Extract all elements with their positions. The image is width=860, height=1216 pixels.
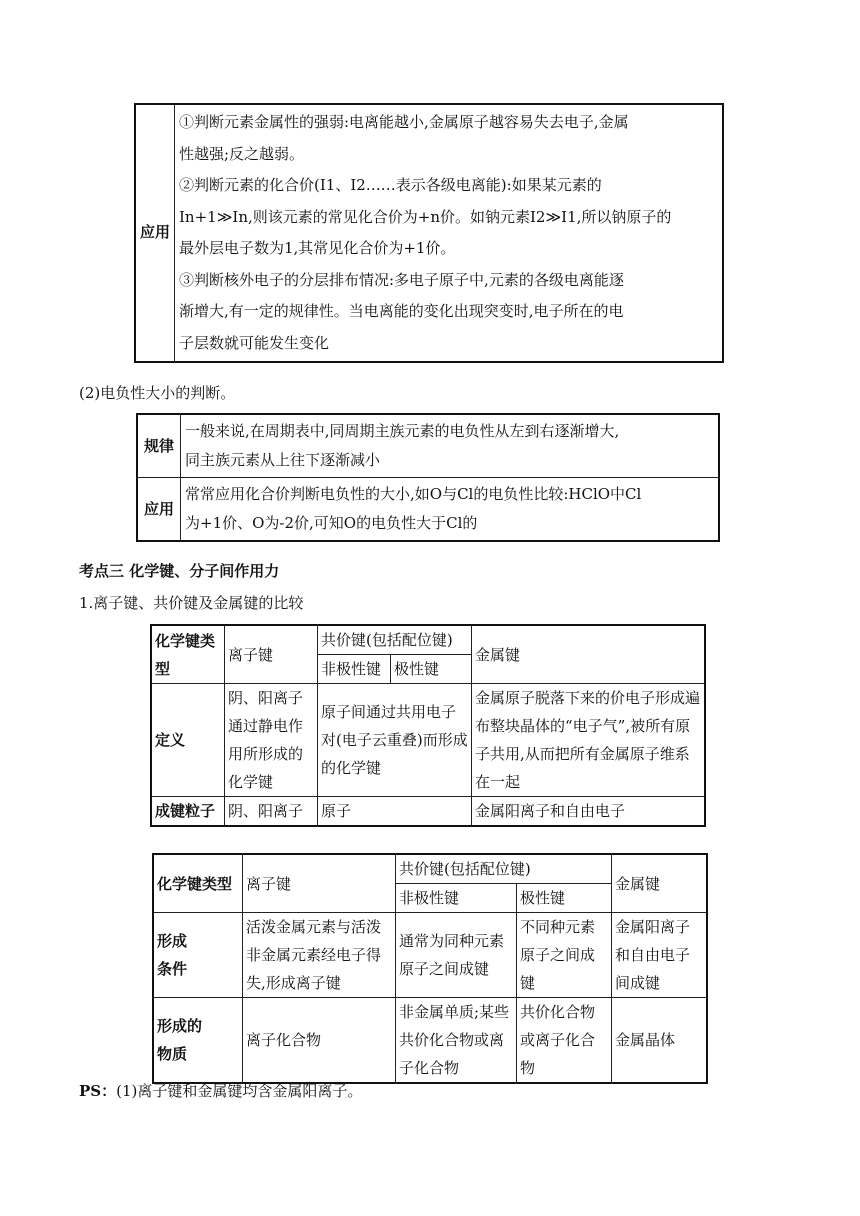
row-header-particles: 成键粒子 [151, 797, 225, 827]
line: In+1≫In,则该元素的常见化合价为+n价。如钠元素I2≫I1,所以钠原子的 [179, 207, 672, 226]
header-type: 化学键类型 [153, 854, 243, 913]
line: ①判断元素金属性的强弱:电离能越小,金属原子越容易失去电子,金属 [179, 113, 629, 131]
header-type-label: 化学键类型 [155, 631, 216, 678]
row-header-application: 应用 [135, 104, 175, 362]
row-header-definition: 定义 [151, 684, 225, 797]
line: 同主族元素从上往下逐渐减小 [185, 451, 381, 469]
nonpolar-substance: 非金属单质;某些共价化合物或离子化合物 [396, 998, 517, 1084]
ionic-particles: 阴、阳离子 [225, 797, 318, 827]
electronegativity-table [136, 413, 720, 542]
ionization-application-table [134, 103, 724, 363]
header-metallic: 金属键 [612, 854, 708, 913]
row-header-condition [153, 913, 243, 998]
ionic-substance: 离子化合物 [243, 998, 396, 1084]
header-nonpolar: 非极性键 [396, 884, 517, 913]
header-type [151, 625, 225, 684]
covalent-definition: 原子间通过共用电子对(电子云重叠)而形成的化学键 [318, 684, 472, 797]
metallic-definition: 金属原子脱落下来的价电子形成遍布整块晶体的“电子气”,被所有原子共用,从而把所有金属原子维系在一起 [472, 684, 706, 797]
line: 一般来说,在周期表中,同周期主族元素的电负性从左到右逐渐增大, [185, 422, 620, 440]
row-header-application: 应用 [137, 478, 181, 542]
header-covalent: 共价键(包括配位键) [396, 854, 612, 884]
line: 渐增大,有一定的规律性。当电离能的变化出现突变时,电子所在的电 [179, 302, 624, 320]
covalent-particles: 原子 [318, 797, 472, 827]
electronegativity-heading: (2)电负性大小的判断。 [79, 384, 236, 402]
metallic-substance: 金属晶体 [612, 998, 708, 1084]
row-header-substance [153, 998, 243, 1084]
line: ②判断元素的化合价(I1、I2……表示各级电离能):如果某元素的 [179, 176, 602, 194]
header-polar: 极性键 [391, 655, 472, 684]
row-header-substance-label: 形成的物质 [157, 1017, 203, 1063]
row-header-condition-label: 形成条件 [157, 932, 188, 978]
header-metallic: 金属键 [472, 625, 706, 684]
line: 为+1价、O为-2价,可知O的电负性大于Cl的 [185, 514, 478, 532]
row-header-rule: 规律 [137, 414, 181, 478]
metallic-particles: 金属阳离子和自由电子 [472, 797, 706, 827]
ps-text: (1)离子键和金属键均含金属阳离子。 [116, 1082, 363, 1100]
line: 常常应用化合价判断电负性的大小,如O与Cl的电负性比较:HClO中Cl [185, 485, 642, 503]
header-ionic: 离子键 [243, 854, 396, 913]
bonds-comparison-table-2 [152, 853, 708, 1084]
line: 子层数就可能发生变化 [179, 333, 330, 352]
rule-content [181, 414, 720, 478]
section-title: 考点三 化学键、分子间作用力 [79, 562, 280, 580]
nonpolar-condition: 通常为同种元素原子之间成键 [396, 913, 517, 998]
header-nonpolar: 非极性键 [318, 655, 391, 684]
header-covalent: 共价键(包括配位键) [318, 625, 472, 655]
metallic-condition: 金属阳离子和自由电子间成键 [612, 913, 708, 998]
application-content [181, 478, 720, 542]
polar-substance: 共价化合物或离子化合物 [517, 998, 612, 1084]
line: 性越强;反之越弱。 [179, 144, 305, 163]
header-polar: 极性键 [517, 884, 612, 913]
ps-note [79, 1080, 362, 1102]
ionization-application-content [175, 104, 724, 362]
polar-condition: 不同种元素原子之间成键 [517, 913, 612, 998]
bonds-comparison-table-1 [150, 624, 706, 827]
subsection-title: 1.离子键、共价键及金属键的比较 [79, 594, 304, 612]
ionic-condition: 活泼金属元素与活泼非金属元素经电子得失,形成离子键 [243, 913, 396, 998]
line: ③判断核外电子的分层排布情况:多电子原子中,元素的各级电离能逐 [179, 270, 624, 289]
line: 最外层电子数为1,其常见化合价为+1价。 [179, 239, 456, 257]
ps-label: PS： [79, 1082, 117, 1100]
header-ionic: 离子键 [225, 625, 318, 684]
ionic-definition: 阴、阳离子通过静电作用所形成的化学键 [225, 684, 318, 797]
